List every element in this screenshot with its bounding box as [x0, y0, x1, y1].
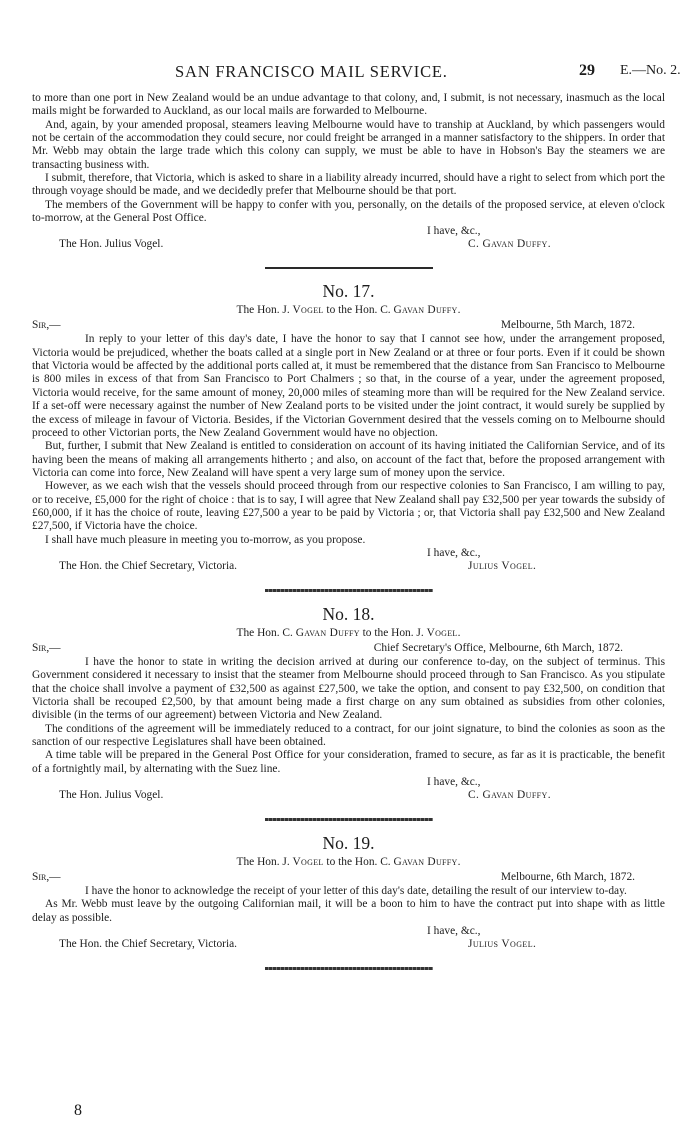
- paragraph: A time table will be prepared in the General Post Office for your consideration, framed to secure, as far as it is practicable, the benefit of a fortnightly mail, by alternating with the Suez line.: [32, 749, 665, 775]
- recipient: The Hon. Julius Vogel.: [59, 238, 164, 251]
- paragraph: As Mr. Webb must leave by the outgoing Californian mail, it will be a boon to him to have the contract put into shape with as little delay as possible.: [32, 898, 665, 924]
- section-divider: [265, 589, 433, 592]
- signature: Julius Vogel.: [468, 938, 537, 951]
- paragraph: The conditions of the agreement will be immediately reduced to a contract, for our joint signature, to bind the colonies as soon as the sanction of our respective Legislatures shall have been obtained.: [32, 722, 665, 748]
- paragraph: I shall have much pleasure in meeting you to-morrow, as you propose.: [45, 533, 366, 546]
- letter-closing: [32, 925, 665, 952]
- letter-heading: The Hon. J. Vogel to the Hon. C. Gavan Duffy.: [236, 856, 461, 869]
- heading-author: Vogel: [292, 856, 324, 869]
- letter-date: Melbourne, 5th March, 1872.: [500, 319, 635, 332]
- section-divider: [265, 818, 433, 821]
- closing-formula: I have, &c.,: [427, 225, 481, 238]
- letter-no-17: [32, 280, 665, 574]
- running-head: [0, 62, 700, 84]
- paragraph: However, as we each wish that the vessels should proceed through from our respective colonies to San Francisco, I am willing to pay, or to receive, £5,000 for the right of choice : that is to say, I will agree that New Zealand shall pay £32,500 per year towards the subsidy of £60,000, if it has the choice of route, leaving £27,500 a year to be paid by Victoria ; or, that Victoria shall pay £32,500 and New Zealand £27,500, if Victoria have the choice.: [32, 480, 665, 533]
- dateline: [32, 319, 665, 333]
- closing-formula: I have, &c.,: [427, 546, 481, 559]
- running-title: SAN FRANCISCO MAIL SERVICE.: [175, 62, 448, 81]
- letter-heading: The Hon. J. Vogel to the Hon. C. Gavan Duffy.: [236, 304, 461, 317]
- page-number: 29: [579, 62, 595, 79]
- signature: C. Gavan Duffy.: [468, 238, 551, 251]
- heading-addressee: Gavan Duffy: [393, 856, 458, 869]
- recipient: The Hon. the Chief Secretary, Victoria.: [59, 938, 238, 951]
- letter-body: [32, 885, 665, 925]
- paragraph: But, further, I submit that New Zealand is entitled to consideration on account of its having initiated the Californian Service, and of its having been the means of making all arrangements hitherto ; and also, on account of the fact that, before the proposed arrangement with Victoria can come into force, New Zealand will have spent a very large sum of money upon the service.: [32, 440, 665, 479]
- paragraph: I have the honor to acknowledge the receipt of your letter of this day's date, detailing the result of our interview to-day.: [85, 885, 627, 898]
- document-code: E.—No. 2.: [620, 63, 681, 78]
- letter-date: Melbourne, 6th March, 1872.: [500, 871, 635, 884]
- closing-formula: I have, &c.,: [427, 776, 481, 789]
- section-divider: [265, 967, 433, 970]
- letter-number: No. 19.: [322, 833, 375, 854]
- salutation: Sir,—: [32, 641, 61, 654]
- paragraph: The members of the Government will be happy to confer with you, personally, on the details of the proposed service, at eleven o'clock to-morrow, at the General Post Office.: [32, 198, 665, 225]
- recipient: The Hon. the Chief Secretary, Victoria.: [59, 559, 238, 572]
- letter-number: No. 17.: [322, 281, 375, 302]
- heading-author: Vogel: [292, 304, 324, 317]
- closing-formula: I have, &c.,: [427, 925, 481, 938]
- letter-heading: The Hon. C. Gavan Duffy to the Hon. J. Vogel.: [236, 626, 461, 639]
- salutation: Sir,—: [32, 871, 61, 884]
- signature: C. Gavan Duffy.: [468, 789, 551, 802]
- salutation: Sir,—: [32, 319, 61, 332]
- paragraph: And, again, by your amended proposal, steamers leaving Melbourne would have to tranship at Auckland, by which passengers would not be certain of the accommodation they could secure, nor could freight be arranged in a manner satisfactory to the shippers. In order that Mr. Webb may obtain the large trade which this colony can supply, we must be able to have in Hobson's Bay the steamers we are transacting business with.: [32, 118, 665, 171]
- letter-date: Chief Secretary's Office, Melbourne, 6th March, 1872.: [373, 641, 623, 654]
- page-content: [32, 92, 665, 970]
- dateline: [32, 642, 665, 656]
- letter-body: [32, 333, 665, 547]
- letter-no-19: [32, 832, 665, 952]
- letter-closing: [32, 225, 665, 252]
- paragraph: I submit, therefore, that Victoria, which is asked to share in a liability already incurred, should have a right to select from which port the through voyage should be made, and we decidedly prefer that Melbourne should be that port.: [32, 172, 665, 198]
- recipient: The Hon. Julius Vogel.: [59, 789, 164, 802]
- letter-closing: [32, 776, 665, 803]
- signature-folio: 8: [74, 1102, 82, 1119]
- heading-author: Gavan Duffy: [295, 626, 360, 639]
- heading-addressee: Vogel: [426, 626, 458, 639]
- signature: Julius Vogel.: [468, 559, 537, 572]
- letter-closing: [32, 547, 665, 574]
- heading-addressee: Gavan Duffy: [393, 304, 458, 317]
- paragraph: I have the honor to state in writing the decision arrived at during our conference to-day, on the subject of terminus. This Government considered it necessary to insist that the steamer from Melbourne should proceed through to San Francisco. As you stipulate that the choice shall involve a payment of £32,500 as against £27,500, we take the option, and consent to pay £32,500, on condition that Victoria shall be recouped £2,500, by that amount being made a first charge on any sum obtained as subsidies from other colonies, divisible (in the terms of our agreement) between Victoria and New Zealand.: [32, 655, 665, 722]
- section-divider: [265, 267, 433, 269]
- paragraph: In reply to your letter of this day's date, I have the honor to say that I cannot see how, under the arrangement proposed, Victoria would be prejudiced, whether the boats called at a single port in New Zealand or at three or four ports. Even if it could be shown that Victoria would be affected by the additional ports called at, it must be remembered that the distance from San Francisco to Melbourne is 800 miles in excess of that from San Francisco to Port Chalmers ; so that, in the course of a year, under the agreement proposed, Victoria would receive, for the same amount of money, 20,000 miles of steaming more than will be required for the New Zealand service. If a set-off were necessary against the number of New Zealand ports to be visited under the joint contract, it would surely be supplied by the excess of mileage in favour of Victoria. Besides, if the Victorian Government desired that the vessels coming on to Melbourne should proceed to other Victorian ports, the New Zealand Government would have no objection.: [32, 333, 665, 439]
- letter-number: No. 18.: [322, 603, 375, 624]
- letter-body: [32, 656, 665, 776]
- letter-continuation: [32, 92, 665, 252]
- paragraph: to more than one port in New Zealand would be an undue advantage to that colony, and, I submit, is not necessary, inasmuch as the local mails might be forwarded to Auckland, as our local mails are forwarded to Melbourne.: [32, 92, 665, 118]
- letter-no-18: [32, 603, 665, 803]
- dateline: [32, 871, 665, 885]
